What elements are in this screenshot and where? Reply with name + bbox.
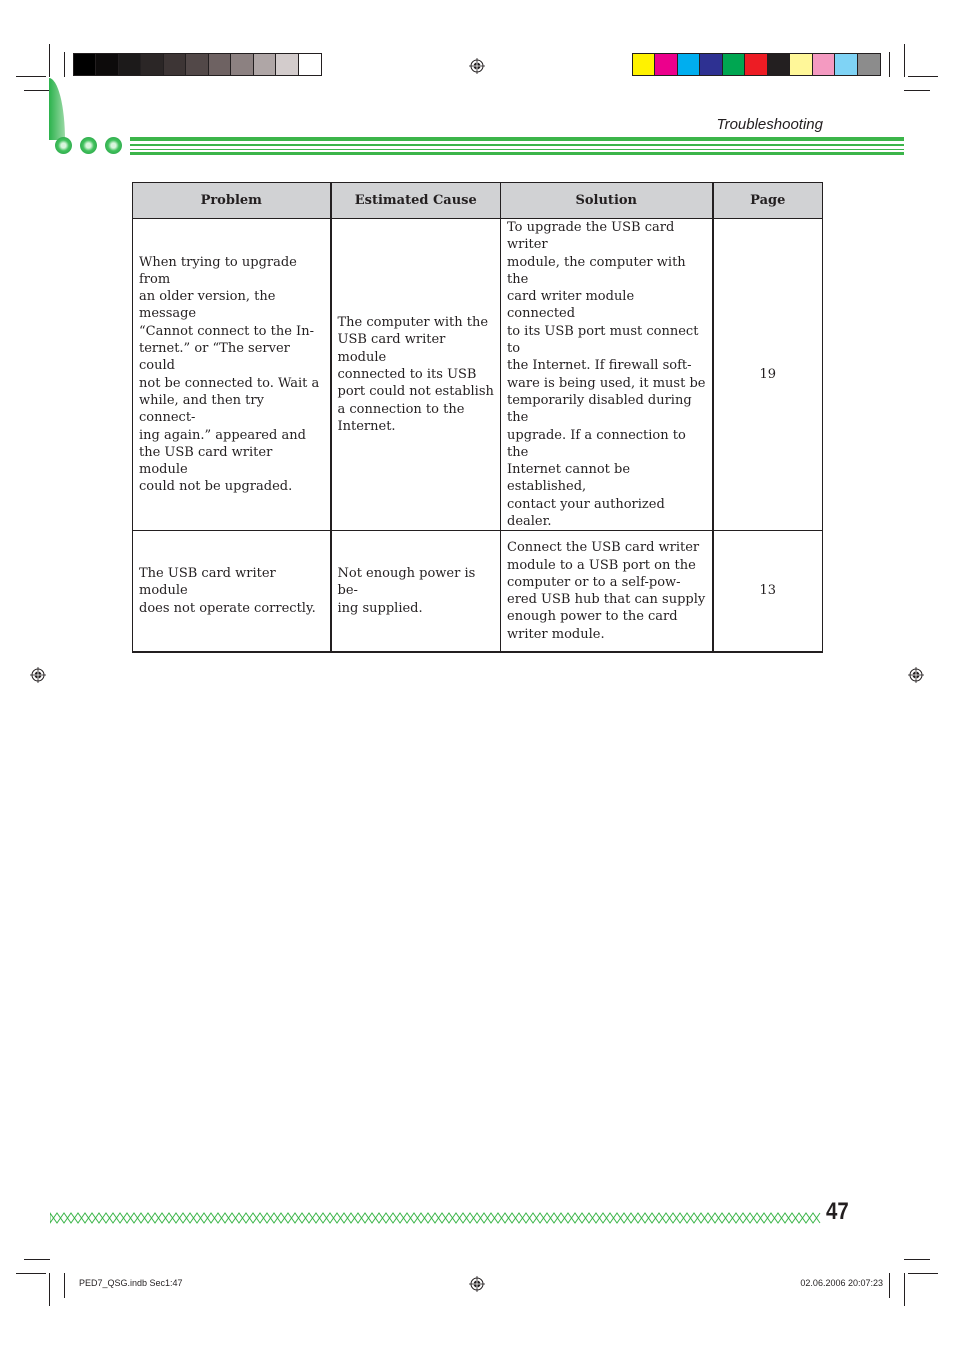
color-swatch — [723, 54, 745, 75]
crop-mark — [24, 90, 50, 91]
registration-target-icon — [469, 1276, 485, 1292]
column-header-cause: Estimated Cause — [331, 183, 501, 219]
cause-cell: Not enough power is be- ing supplied. — [331, 531, 501, 652]
solution-cell: Connect the USB card writer module to a USB port on the computer or to a self-pow- ered USB hub that can supply enough power to the card writer module. — [501, 531, 713, 652]
page-cell: 19 — [713, 219, 823, 531]
page-cell: 13 — [713, 531, 823, 652]
crop-mark — [908, 76, 938, 77]
crop-mark — [64, 1273, 65, 1298]
cause-cell: The computer with the USB card writer module connected to its USB port could not establish a connection to the Internet. — [331, 219, 501, 531]
solution-cell: To upgrade the USB card writer module, the computer with the card writer module connected to its USB port must connect to the Internet. If firewall soft- ware is being used, it must be temporarily disabled during the upgrade. If a connection to the Internet cannot be established, contact your authorized dealer. — [501, 219, 713, 531]
header-rule — [130, 149, 904, 150]
column-header-solution: Solution — [501, 183, 713, 219]
crop-mark — [16, 1273, 46, 1274]
crop-mark — [904, 90, 930, 91]
page-number: 47 — [826, 1198, 849, 1225]
color-swatch — [835, 54, 857, 75]
color-swatch — [858, 54, 880, 75]
crop-mark — [904, 44, 905, 77]
crop-mark — [49, 1273, 50, 1306]
column-header-problem: Problem — [133, 183, 331, 219]
color-swatch — [745, 54, 767, 75]
color-swatch — [74, 54, 96, 75]
color-swatch — [141, 54, 163, 75]
section-title: Troubleshooting — [716, 116, 823, 133]
crop-mark — [889, 52, 890, 77]
crop-mark — [904, 1273, 905, 1306]
color-swatch — [186, 54, 208, 75]
bullet-dot-icon — [105, 137, 122, 154]
crop-mark — [24, 1259, 50, 1260]
color-swatch — [299, 54, 321, 75]
color-swatch — [276, 54, 298, 75]
header-rule — [130, 152, 904, 155]
header-rule — [130, 144, 904, 146]
crop-mark — [64, 52, 65, 77]
color-swatch — [678, 54, 700, 75]
table-row — [133, 531, 823, 652]
problem-cell: When trying to upgrade from an older version, the message “Cannot connect to the In- ternet.” or “The server could not be connected to. Wait a while, and then try connect- ing again.” appeared and the USB card writer module could not be upgraded. — [133, 219, 331, 531]
color-swatch — [96, 54, 118, 75]
registration-target-icon — [469, 58, 485, 74]
file-slug: PED7_QSG.indb Sec1:47 — [79, 1278, 183, 1288]
column-header-page: Page — [713, 183, 823, 219]
crop-mark — [16, 76, 46, 77]
problem-cell: The USB card writer module does not operate correctly. — [133, 531, 331, 652]
registration-target-icon — [908, 667, 924, 683]
color-swatch — [164, 54, 186, 75]
table-row — [133, 219, 823, 531]
color-swatch — [655, 54, 677, 75]
color-swatch — [768, 54, 790, 75]
date-slug: 02.06.2006 20:07:23 — [800, 1278, 883, 1288]
color-swatch — [813, 54, 835, 75]
bullet-dot-icon — [55, 137, 72, 154]
decorative-zigzag-border — [50, 1211, 822, 1225]
bullet-dot-icon — [80, 137, 97, 154]
troubleshooting-table — [132, 182, 822, 653]
color-swatch — [633, 54, 655, 75]
color-swatch — [700, 54, 722, 75]
header-rule — [130, 137, 904, 141]
color-swatch — [790, 54, 812, 75]
crop-mark — [889, 1273, 890, 1298]
crop-mark — [904, 1259, 930, 1260]
color-swatch — [254, 54, 276, 75]
crop-mark — [49, 44, 50, 77]
grayscale-color-bar — [73, 53, 322, 76]
table-header-row — [133, 183, 823, 219]
color-swatch — [119, 54, 141, 75]
registration-target-icon — [30, 667, 46, 683]
process-color-bar — [632, 53, 881, 76]
crop-mark — [908, 1273, 938, 1274]
color-swatch — [231, 54, 253, 75]
color-swatch — [209, 54, 231, 75]
green-corner-tab — [49, 78, 65, 140]
